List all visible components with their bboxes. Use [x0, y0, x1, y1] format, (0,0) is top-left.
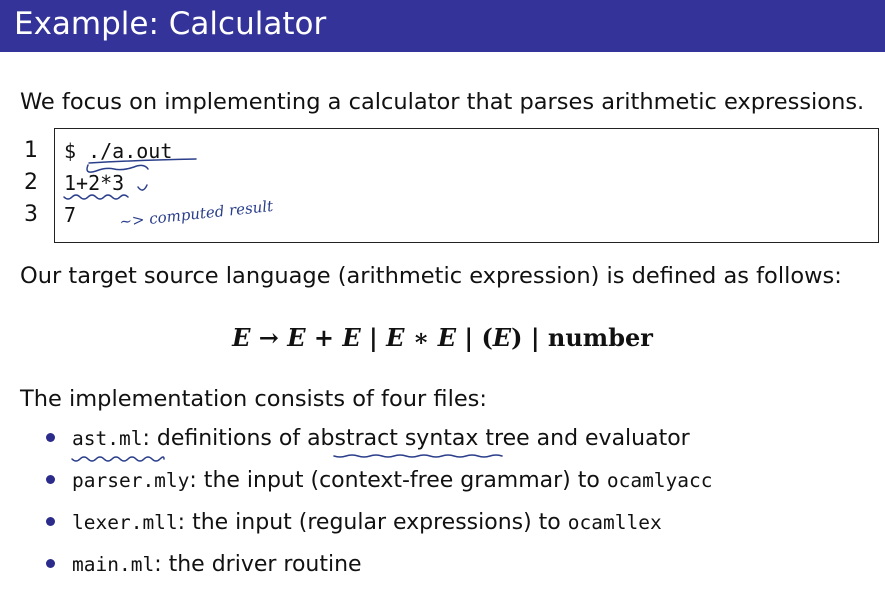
- tool-name: ocamllex: [567, 511, 662, 534]
- lparen-symbol: (: [481, 323, 493, 352]
- nonterminal: E: [492, 323, 512, 352]
- grammar-intro: Our target source language (arithmetic expression) is defined as follows:: [20, 263, 842, 289]
- file-desc: : the input (context-free grammar) to: [189, 468, 607, 493]
- plus-symbol: +: [313, 323, 334, 352]
- nonterminal: E: [232, 323, 251, 352]
- bar-symbol: |: [530, 323, 540, 352]
- list-item: [46, 508, 662, 538]
- number-terminal: number: [547, 323, 653, 352]
- line-number: 2: [24, 170, 38, 195]
- file-name: parser.mly: [72, 469, 190, 492]
- file-name: ast.ml: [72, 427, 143, 450]
- bullet-icon: [46, 559, 55, 568]
- grammar-formula: [0, 322, 885, 354]
- title-bar: [0, 0, 885, 52]
- code-listing: [54, 128, 879, 243]
- file-desc: : the input (regular expressions) to: [177, 510, 568, 535]
- rparen-symbol: ): [511, 323, 523, 352]
- bullet-icon: [46, 433, 55, 442]
- bullet-icon: [46, 517, 55, 526]
- tool-name: ocamlyacc: [606, 469, 713, 492]
- squiggle-underline-stroke: [72, 457, 164, 461]
- list-item: [46, 424, 690, 454]
- code-line: 7: [64, 203, 77, 227]
- files-intro: The implementation consists of four files:: [20, 386, 487, 412]
- intro-text: We focus on implementing a calculator that parses arithmetic expressions.: [20, 89, 865, 115]
- code-line: $ ./a.out: [64, 139, 173, 163]
- nonterminal: E: [437, 323, 456, 352]
- list-item: [46, 550, 362, 580]
- bullet-icon: [46, 475, 55, 484]
- file-desc: : the driver routine: [154, 552, 362, 577]
- line-number: 3: [24, 202, 38, 227]
- nonterminal: E: [386, 323, 405, 352]
- line-number: 1: [24, 138, 38, 163]
- file-name: main.ml: [72, 553, 155, 576]
- code-line: 1+2*3: [64, 171, 125, 195]
- slide-title: Example: Calculator: [14, 6, 327, 42]
- handwritten-note: ~> computed result: [118, 196, 274, 231]
- nonterminal: E: [342, 323, 361, 352]
- file-name: lexer.mll: [72, 511, 178, 534]
- list-item: [46, 466, 713, 496]
- bar-symbol: |: [464, 323, 474, 352]
- squiggle-underline-stroke: [334, 455, 502, 457]
- nonterminal: E: [287, 323, 306, 352]
- arrow-symbol: →: [258, 323, 279, 352]
- times-symbol: ∗: [412, 323, 430, 352]
- bar-symbol: |: [368, 323, 378, 352]
- file-desc: : definitions of abstract syntax tree and evaluator: [142, 426, 690, 451]
